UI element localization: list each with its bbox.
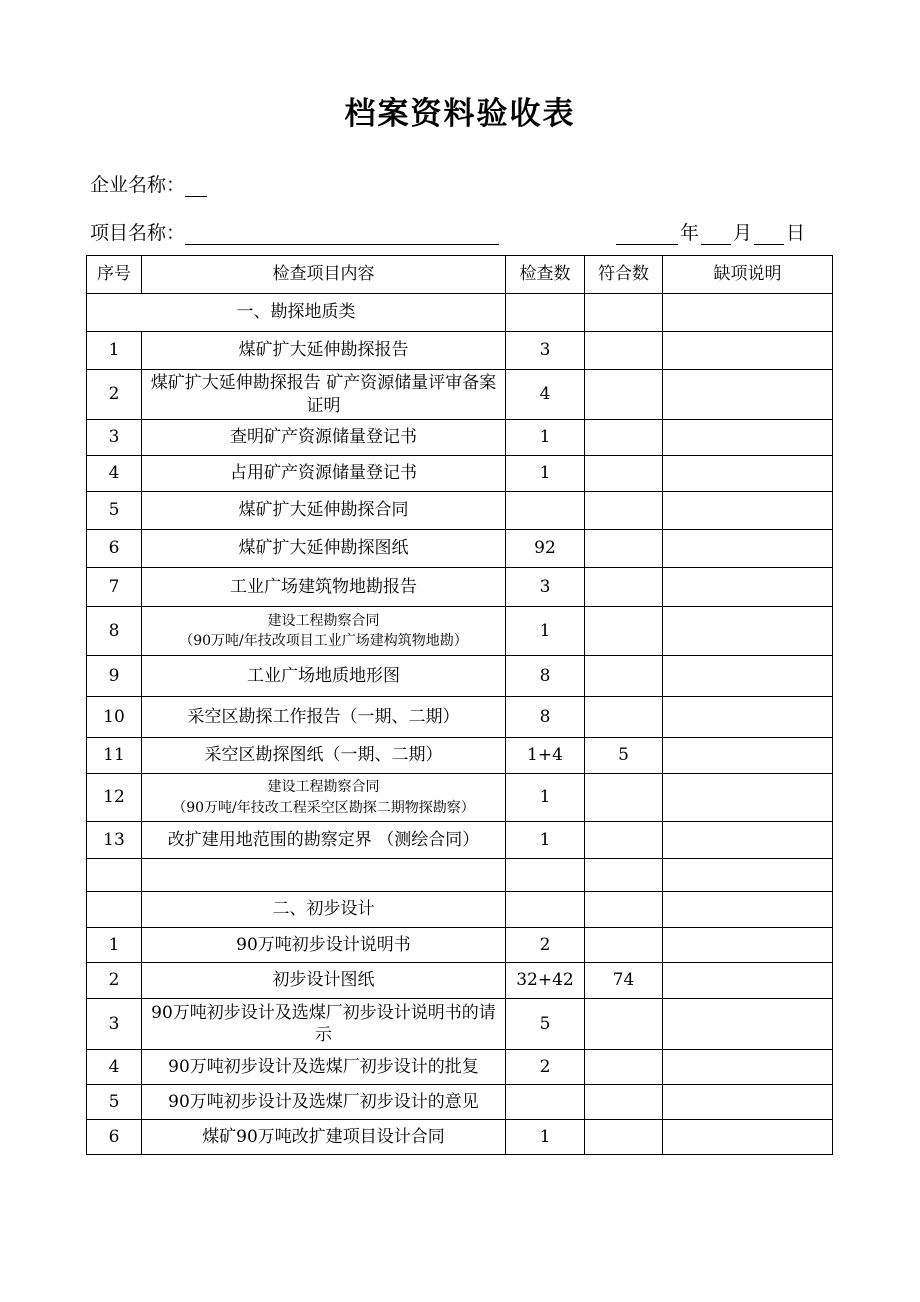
row-match-count (585, 456, 663, 492)
row-content-line1: 建设工程勘察合同 (267, 779, 380, 796)
row-no: 1 (87, 928, 142, 963)
table-row (87, 1050, 833, 1085)
row-check-count: 1 (506, 420, 585, 456)
row-match-count (585, 1050, 663, 1085)
row-check-count: 1+4 (506, 738, 585, 774)
row-missing-note[interactable] (663, 1050, 833, 1085)
header-check-count: 检查数 (506, 256, 585, 294)
header-content: 检查项目内容 (142, 256, 506, 294)
row-no: 11 (87, 738, 142, 774)
row-missing-note[interactable] (663, 774, 833, 822)
table-header-row (87, 256, 833, 294)
row-content (142, 607, 506, 656)
project-label: 项目名称： (90, 222, 186, 244)
row-content: 采空区勘探图纸（一期、二期） (142, 738, 506, 774)
row-check-count: 3 (506, 332, 585, 370)
row-missing-note[interactable] (663, 332, 833, 370)
row-content-line2: （90万吨/年技改工程采空区勘探二期物探勘察） (172, 799, 475, 816)
row-match-count (585, 607, 663, 656)
row-check-count: 1 (506, 822, 585, 859)
row-check-count: 2 (506, 1050, 585, 1085)
row-match-count: 5 (585, 738, 663, 774)
company-name-line (90, 170, 211, 197)
row-content: 工业广场地质地形图 (142, 656, 506, 697)
row-missing-note[interactable] (663, 656, 833, 697)
row-check-count: 1 (506, 607, 585, 656)
blank-cell (142, 859, 506, 892)
row-match-count (585, 568, 663, 607)
section-match-cell (585, 892, 663, 928)
row-match-count (585, 530, 663, 568)
row-content: 煤矿扩大延伸勘探报告 矿产资源储量评审备案证明 (142, 370, 506, 420)
row-match-count (585, 1085, 663, 1120)
row-check-count: 2 (506, 928, 585, 963)
row-missing-note[interactable] (663, 822, 833, 859)
month-label: 月 (733, 222, 753, 244)
row-no: 13 (87, 822, 142, 859)
project-name-blank[interactable] (185, 224, 499, 245)
inspection-table (86, 255, 833, 1155)
table-row (87, 928, 833, 963)
row-no: 3 (87, 999, 142, 1050)
row-content: 采空区勘探工作报告（一期、二期） (142, 697, 506, 738)
row-match-count (585, 492, 663, 530)
row-content-line2: （90万吨/年技改项目工业广场建构筑物地勘） (179, 633, 468, 649)
row-content: 查明矿产资源储量登记书 (142, 420, 506, 456)
row-no: 6 (87, 530, 142, 568)
section-match-cell (585, 294, 663, 332)
row-match-count (585, 822, 663, 859)
table-row (87, 420, 833, 456)
row-content: 90万吨初步设计及选煤厂初步设计的意见 (142, 1085, 506, 1120)
section-no-cell (87, 892, 142, 928)
row-check-count: 32+42 (506, 963, 585, 999)
row-match-count (585, 697, 663, 738)
table-row (87, 1120, 833, 1155)
row-check-count: 4 (506, 370, 585, 420)
blank-cell (585, 859, 663, 892)
blank-cell (663, 859, 833, 892)
row-no: 8 (87, 607, 142, 656)
row-match-count (585, 656, 663, 697)
row-content: 工业广场建筑物地勘报告 (142, 568, 506, 607)
table-row (87, 963, 833, 999)
row-check-count: 1 (506, 456, 585, 492)
row-no: 7 (87, 568, 142, 607)
month-blank[interactable] (701, 224, 731, 245)
section-title: 一、勘探地质类 (87, 294, 506, 332)
section-row (87, 294, 833, 332)
table-row (87, 568, 833, 607)
row-match-count (585, 999, 663, 1050)
row-missing-note[interactable] (663, 492, 833, 530)
row-no: 10 (87, 697, 142, 738)
row-content: 占用矿产资源储量登记书 (142, 456, 506, 492)
row-check-count: 3 (506, 568, 585, 607)
header-match-count: 符合数 (585, 256, 663, 294)
table-row (87, 738, 833, 774)
row-missing-note[interactable] (663, 1085, 833, 1120)
table-row (87, 370, 833, 420)
section-note-cell (663, 892, 833, 928)
row-missing-note[interactable] (663, 607, 833, 656)
table-row (87, 822, 833, 859)
row-missing-note[interactable] (663, 420, 833, 456)
header-missing-note: 缺项说明 (663, 256, 833, 294)
row-no: 5 (87, 1085, 142, 1120)
row-missing-note[interactable] (663, 568, 833, 607)
section-check-cell (506, 294, 585, 332)
row-match-count (585, 420, 663, 456)
row-content: 煤矿扩大延伸勘探报告 (142, 332, 506, 370)
row-match-count (585, 928, 663, 963)
day-label: 日 (786, 222, 806, 244)
row-content: 90万吨初步设计说明书 (142, 928, 506, 963)
row-no: 12 (87, 774, 142, 822)
row-check-count: 8 (506, 697, 585, 738)
row-content: 煤矿90万吨改扩建项目设计合同 (142, 1120, 506, 1155)
year-label: 年 (680, 222, 700, 244)
row-check-count: 1 (506, 774, 585, 822)
section-note-cell (663, 294, 833, 332)
date-line (616, 218, 805, 245)
row-check-count: 92 (506, 530, 585, 568)
row-no: 1 (87, 332, 142, 370)
row-missing-note[interactable] (663, 928, 833, 963)
company-label: 企业名称： (90, 174, 186, 196)
row-no: 6 (87, 1120, 142, 1155)
row-missing-note[interactable] (663, 738, 833, 774)
row-missing-note[interactable] (663, 370, 833, 420)
row-check-count: 5 (506, 999, 585, 1050)
row-content-line1: 建设工程勘察合同 (267, 612, 380, 629)
table-row (87, 492, 833, 530)
row-match-count (585, 332, 663, 370)
table-row (87, 1085, 833, 1120)
company-name-blank[interactable] (185, 176, 207, 197)
row-check-count: 8 (506, 656, 585, 697)
blank-cell (87, 859, 142, 892)
row-check-count (506, 492, 585, 530)
section-check-cell (506, 892, 585, 928)
row-no: 9 (87, 656, 142, 697)
row-match-count (585, 774, 663, 822)
row-missing-note[interactable] (663, 530, 833, 568)
table-row (87, 697, 833, 738)
table-row (87, 999, 833, 1050)
row-no: 2 (87, 370, 142, 420)
row-check-count (506, 1085, 585, 1120)
row-no: 4 (87, 456, 142, 492)
project-name-line (90, 218, 503, 245)
year-blank[interactable] (616, 224, 678, 245)
table-row (87, 607, 833, 656)
row-missing-note[interactable] (663, 697, 833, 738)
row-content: 90万吨初步设计及选煤厂初步设计的批复 (142, 1050, 506, 1085)
row-missing-note[interactable] (663, 999, 833, 1050)
row-match-count: 74 (585, 963, 663, 999)
row-check-count: 1 (506, 1120, 585, 1155)
row-match-count (585, 370, 663, 420)
section-title: 二、初步设计 (142, 892, 506, 928)
row-content: 煤矿扩大延伸勘探合同 (142, 492, 506, 530)
row-match-count (585, 1120, 663, 1155)
row-no: 3 (87, 420, 142, 456)
row-no: 4 (87, 1050, 142, 1085)
page-title: 档案资料验收表 (344, 96, 576, 132)
row-missing-note[interactable] (663, 456, 833, 492)
table-row (87, 774, 833, 822)
table-row (87, 530, 833, 568)
row-no: 2 (87, 963, 142, 999)
row-content: 煤矿扩大延伸勘探图纸 (142, 530, 506, 568)
table-row (87, 656, 833, 697)
blank-cell (506, 859, 585, 892)
row-no: 5 (87, 492, 142, 530)
row-missing-note[interactable] (663, 1120, 833, 1155)
row-missing-note[interactable] (663, 963, 833, 999)
row-content (142, 774, 506, 822)
table-row (87, 332, 833, 370)
row-content: 改扩建用地范围的勘察定界 （测绘合同） (142, 822, 506, 859)
table-row (87, 456, 833, 492)
blank-row (87, 859, 833, 892)
row-content: 90万吨初步设计及选煤厂初步设计说明书的请示 (142, 999, 506, 1050)
row-content: 初步设计图纸 (142, 963, 506, 999)
section-row (87, 892, 833, 928)
header-no: 序号 (87, 256, 142, 294)
day-blank[interactable] (754, 224, 784, 245)
